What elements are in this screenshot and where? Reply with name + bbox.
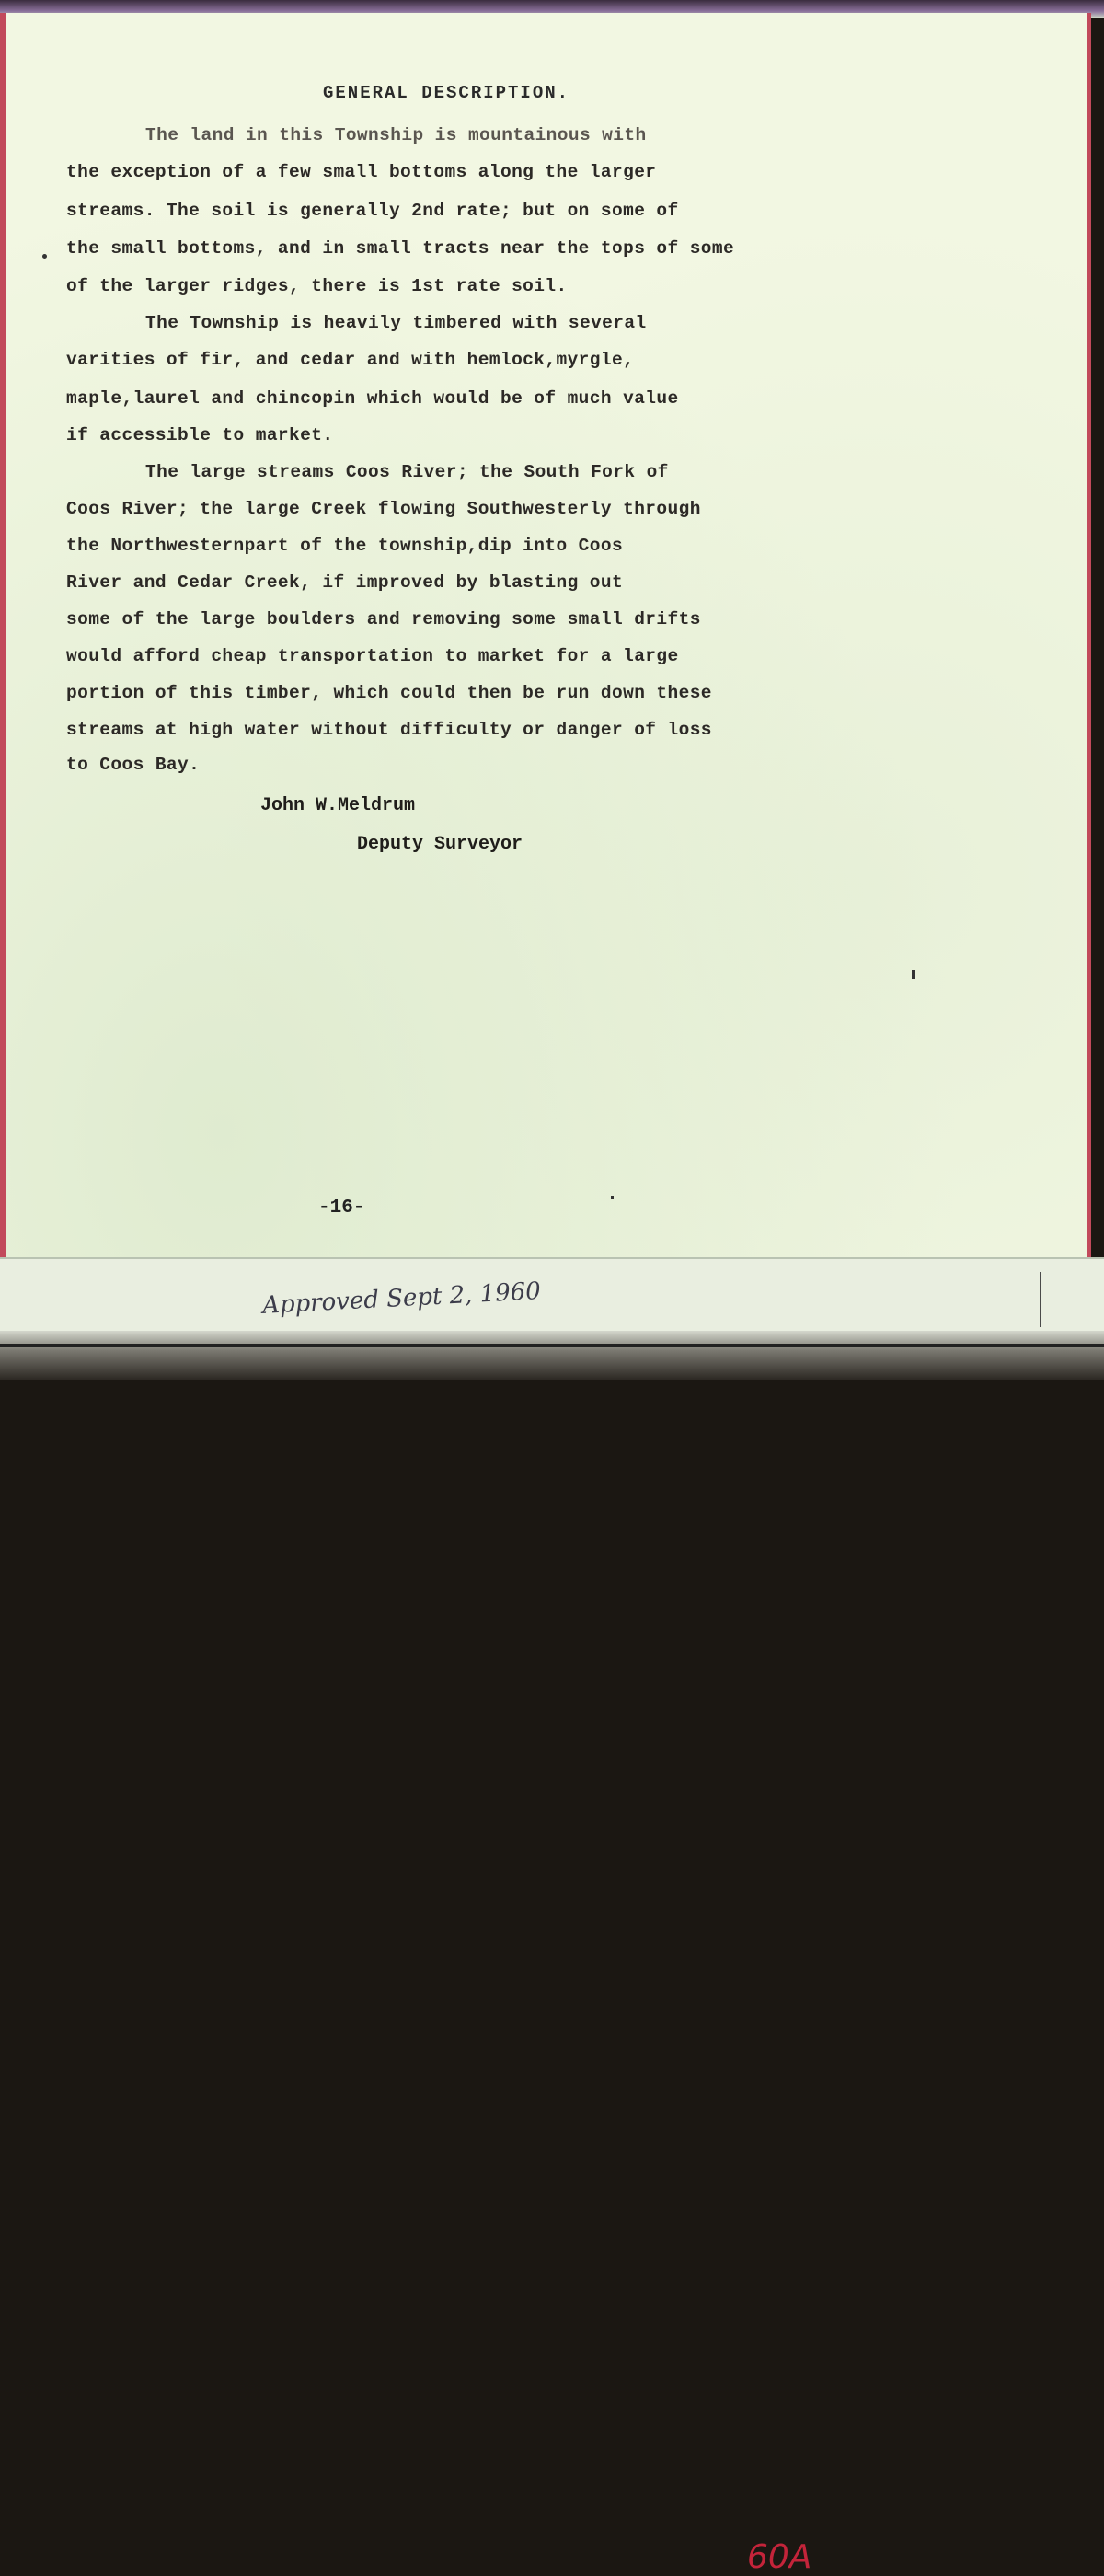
- text-line-8: maple,laurel and chincopin which would be of much value: [66, 388, 679, 409]
- document-title: GENERAL DESCRIPTION.: [323, 83, 570, 103]
- text-line-11: Coos River; the large Creek flowing Southwesterly through: [66, 499, 701, 519]
- handwritten-code: 60A: [747, 2538, 812, 2576]
- text-line-2: the exception of a few small bottoms along the larger: [66, 162, 657, 182]
- ink-speck: [611, 1196, 614, 1199]
- text-line-1: The land in this Township is mountainous with: [145, 125, 647, 145]
- text-line-10: The large streams Coos River; the South Fork of: [145, 462, 669, 482]
- text-line-4: the small bottoms, and in small tracts near the tops of some: [66, 238, 735, 259]
- document-page: [0, 13, 1091, 1257]
- text-line-15: would afford cheap transportation to market for a large: [66, 646, 679, 666]
- handwritten-approval-note: Approved Sept 2, 1960: [261, 1277, 542, 1320]
- signature-name: John W.Meldrum: [260, 795, 416, 816]
- scan-bottom-line: [0, 1344, 1104, 1347]
- margin-mark: [42, 254, 47, 259]
- page-number: -16-: [318, 1197, 365, 1219]
- text-line-6: The Township is heavily timbered with several: [145, 313, 647, 333]
- footer-strip: [0, 1257, 1104, 2576]
- signature-title: Deputy Surveyor: [357, 834, 523, 855]
- text-line-3: streams. The soil is generally 2nd rate; but on some of: [66, 201, 679, 221]
- text-line-18: to Coos Bay.: [66, 755, 201, 775]
- text-line-16: portion of this timber, which could then be run down these: [66, 683, 712, 703]
- text-line-12: the Northwesternpart of the township,dip into Coos: [66, 536, 624, 556]
- text-line-7: varities of fir, and cedar and with hemlock,myrgle,: [66, 350, 635, 370]
- text-line-17: streams at high water without difficulty or danger of loss: [66, 720, 712, 740]
- ink-speck: [912, 970, 915, 979]
- text-line-14: some of the large boulders and removing some small drifts: [66, 609, 701, 630]
- text-line-9: if accessible to market.: [66, 425, 334, 445]
- text-line-13: River and Cedar Creek, if improved by blasting out: [66, 572, 624, 593]
- scan-bottom-edge: [0, 1331, 1104, 1380]
- text-line-5: of the larger ridges, there is 1st rate soil.: [66, 276, 568, 296]
